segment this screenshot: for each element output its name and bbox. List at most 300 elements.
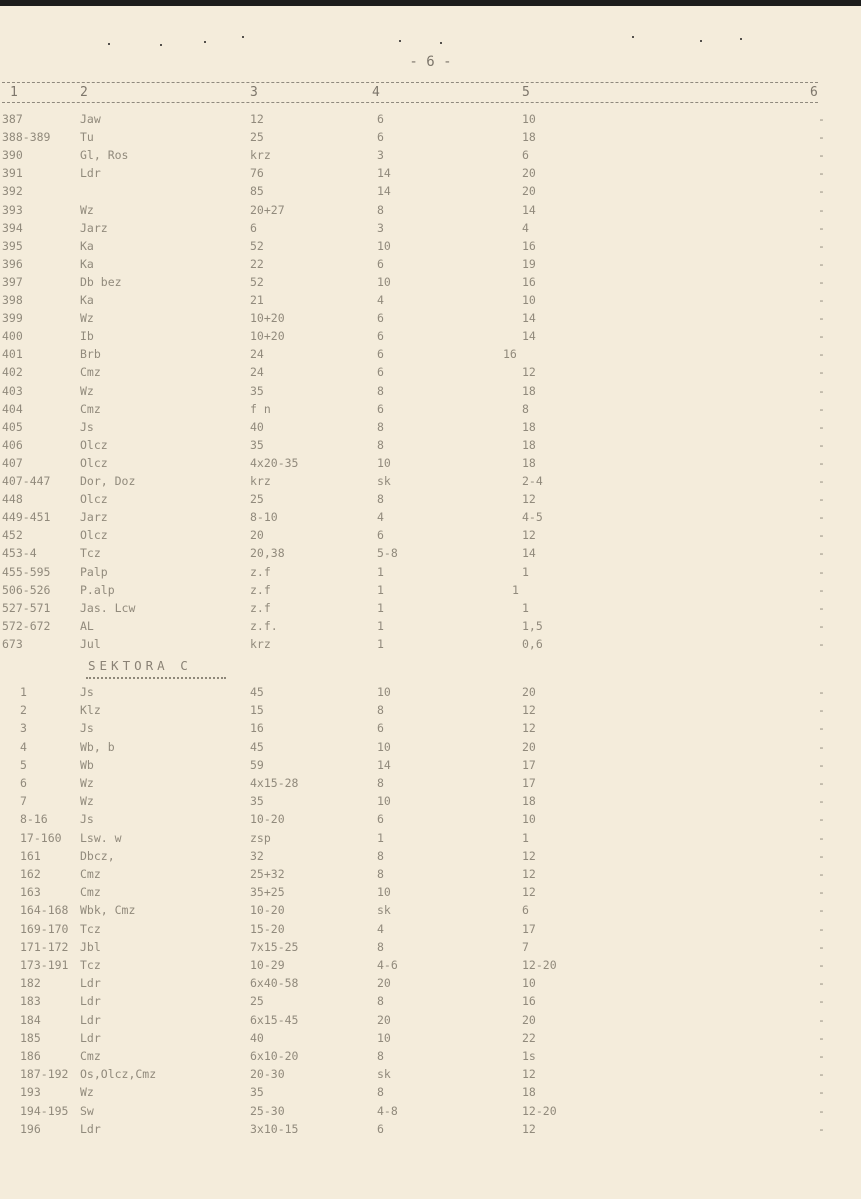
table-cell-col3: krz <box>250 148 271 163</box>
table-cell-col5: 19 <box>522 256 536 271</box>
table-cell-col6: - <box>818 739 825 754</box>
table-cell-col1: 185 <box>20 1030 41 1045</box>
table-cell-col4: 10 <box>377 794 391 809</box>
col-header-1: 1 <box>10 85 18 100</box>
table-cell-col1: 398 <box>2 293 23 307</box>
table-cell-col6: - <box>818 510 825 525</box>
table-cell-col6: - <box>818 867 825 881</box>
table-cell-col2: Dbcz, <box>80 848 115 863</box>
table-cell-col6: - <box>818 939 825 954</box>
table-cell-col4: 1 <box>377 582 384 597</box>
table-cell-col5: 17 <box>522 921 536 936</box>
table-cell-col5: 14 <box>522 546 536 561</box>
table-cell-col2: Wz <box>80 383 94 398</box>
table-cell-col4: 8 <box>377 383 384 398</box>
table-cell-col5: 12 <box>522 848 536 863</box>
table-cell-col4: 8 <box>377 202 384 217</box>
table-cell-col3: z.f <box>250 564 271 579</box>
table-cell-col6: - <box>818 202 825 217</box>
table-cell-col3: z.f <box>250 600 271 615</box>
table-cell-col5: 1 <box>522 600 529 615</box>
table-cell-col3: 35 <box>250 1085 264 1100</box>
table-cell-col4: 10 <box>377 455 391 470</box>
table-cell-col1: 393 <box>2 202 23 217</box>
table-cell-col4: 20 <box>377 976 391 991</box>
table-cell-col4: 14 <box>377 184 391 199</box>
table-cell-col5: 12 <box>522 721 536 736</box>
table-cell-col4: 8 <box>377 419 384 434</box>
table-cell-col5: 7 <box>522 939 529 954</box>
table-cell-col1: 390 <box>2 148 23 163</box>
table-cell-col5: 12 <box>522 365 536 380</box>
table-cell-col5: 1,5 <box>522 618 543 633</box>
table-cell-col2: Palp <box>80 564 108 579</box>
table-cell-col6: - <box>818 546 825 561</box>
table-cell-col3: 25 <box>250 130 264 145</box>
table-cell-col2: Tu <box>80 130 94 145</box>
table-cell-col6: - <box>818 994 825 1009</box>
table-cell-col1: 396 <box>2 256 23 271</box>
table-cell-col3: krz <box>250 474 271 488</box>
table-cell-col6: - <box>818 1067 825 1082</box>
table-cell-col3: 16 <box>250 721 264 736</box>
table-cell-col3: 7x15-25 <box>250 939 299 954</box>
table-cell-col2: Wz <box>80 311 94 326</box>
table-cell-col4: 1 <box>377 636 384 651</box>
table-cell-col4: 4 <box>377 293 384 307</box>
table-cell-col1: 17-160 <box>20 830 62 845</box>
table-cell-col2: Jarz <box>80 220 108 235</box>
table-cell-col2: Ka <box>80 256 94 271</box>
table-cell-col2: Olcz <box>80 528 108 543</box>
table-cell-col6: - <box>818 455 825 470</box>
table-cell-col6: - <box>818 721 825 736</box>
table-cell-col1: 402 <box>2 365 23 380</box>
table-cell-col1: 161 <box>20 848 41 863</box>
table-cell-col5: 20 <box>522 739 536 754</box>
table-cell-col1: 407-447 <box>2 474 51 488</box>
table-cell-col1: 453-4 <box>2 546 37 561</box>
table-cell-col6: - <box>818 166 825 181</box>
table-cell-col1: 173-191 <box>20 958 69 972</box>
table-cell-col2: Cmz <box>80 885 101 900</box>
table-cell-col3: z.f <box>250 582 271 597</box>
table-cell-col5: 22 <box>522 1030 536 1045</box>
table-cell-col2: Wb <box>80 757 94 772</box>
table-cell-col3: 52 <box>250 274 264 289</box>
header-rule-top <box>2 82 818 83</box>
table-cell-col2: Dor, Doz <box>80 474 136 488</box>
table-cell-col3: 40 <box>250 1030 264 1045</box>
table-cell-col3: 15 <box>250 703 264 718</box>
table-cell-col6: - <box>818 848 825 863</box>
table-cell-col5: 18 <box>522 130 536 145</box>
table-cell-col4: sk <box>377 1067 391 1082</box>
table-cell-col4: 6 <box>377 347 384 362</box>
paper-speck <box>204 41 206 43</box>
table-cell-col6: - <box>818 776 825 790</box>
table-cell-col4: 6 <box>377 1121 384 1136</box>
table-cell-col6: - <box>818 1049 825 1063</box>
table-cell-col4: 10 <box>377 685 391 699</box>
paper-speck <box>440 42 442 44</box>
table-cell-col6: - <box>818 492 825 507</box>
table-cell-col5: 2-4 <box>522 474 543 488</box>
table-cell-col6: - <box>818 1103 825 1118</box>
table-cell-col1: 455-595 <box>2 564 51 579</box>
table-cell-col5: 1s <box>522 1049 536 1063</box>
table-cell-col3: 32 <box>250 848 264 863</box>
table-cell-col6: - <box>818 812 825 827</box>
table-cell-col4: 8 <box>377 867 384 881</box>
table-cell-col3: 10-29 <box>250 958 285 972</box>
table-cell-col2: Olcz <box>80 437 108 452</box>
table-cell-col5: 17 <box>522 776 536 790</box>
table-cell-col1: 163 <box>20 885 41 900</box>
table-cell-col6: - <box>818 347 825 362</box>
table-cell-col4: 6 <box>377 365 384 380</box>
table-cell-col6: - <box>818 830 825 845</box>
table-cell-col1: 401 <box>2 347 23 362</box>
table-cell-col1: 448 <box>2 492 23 507</box>
table-cell-col2: Os,Olcz,Cmz <box>80 1067 157 1082</box>
table-cell-col3: 10+20 <box>250 329 285 344</box>
table-cell-col2: Ldr <box>80 166 101 181</box>
table-cell-col5: 20 <box>522 166 536 181</box>
top-edge-bar <box>0 0 861 6</box>
table-cell-col6: - <box>818 112 825 126</box>
table-cell-col2: Jarz <box>80 510 108 525</box>
table-cell-col1: 4 <box>20 739 27 754</box>
table-cell-col6: - <box>818 600 825 615</box>
table-cell-col5: 18 <box>522 419 536 434</box>
table-cell-col1: 7 <box>20 794 27 809</box>
table-cell-col5: 1 <box>522 830 529 845</box>
table-cell-col2: Olcz <box>80 492 108 507</box>
table-cell-col3: 6x10-20 <box>250 1049 299 1063</box>
table-cell-col5: 20 <box>522 685 536 699</box>
table-cell-col3: 45 <box>250 685 264 699</box>
table-cell-col3: 4x20-35 <box>250 455 299 470</box>
table-cell-col2: Ldr <box>80 976 101 991</box>
table-cell-col4: 6 <box>377 528 384 543</box>
table-cell-col1: 407 <box>2 455 23 470</box>
table-cell-col2: Ldr <box>80 1030 101 1045</box>
table-cell-col3: z.f. <box>250 618 278 633</box>
table-cell-col1: 2 <box>20 703 27 718</box>
table-cell-col5: 14 <box>522 311 536 326</box>
table-cell-col1: 399 <box>2 311 23 326</box>
paper-speck <box>242 36 244 38</box>
table-cell-col3: 10-20 <box>250 812 285 827</box>
table-cell-col4: 4 <box>377 921 384 936</box>
table-cell-col5: 6 <box>522 903 529 918</box>
table-cell-col5: 14 <box>522 202 536 217</box>
table-cell-col4: 14 <box>377 757 391 772</box>
table-cell-col2: Ldr <box>80 994 101 1009</box>
table-cell-col4: 1 <box>377 564 384 579</box>
table-cell-col3: 25 <box>250 492 264 507</box>
table-cell-col3: 6 <box>250 220 257 235</box>
table-cell-col5: 14 <box>522 329 536 344</box>
table-cell-col2: Jaw <box>80 112 101 126</box>
table-cell-col6: - <box>818 274 825 289</box>
table-cell-col2: Cmz <box>80 365 101 380</box>
table-cell-col2: Wbk, Cmz <box>80 903 136 918</box>
table-cell-col3: 45 <box>250 739 264 754</box>
section-heading: SEKTORA C <box>88 658 192 673</box>
table-cell-col2: Wz <box>80 202 94 217</box>
table-cell-col6: - <box>818 976 825 991</box>
table-cell-col2: Ldr <box>80 1012 101 1027</box>
table-cell-col3: 3x10-15 <box>250 1121 299 1136</box>
table-cell-col2: AL <box>80 618 94 633</box>
table-cell-col3: 25 <box>250 994 264 1009</box>
table-cell-col6: - <box>818 437 825 452</box>
table-cell-col1: 187-192 <box>20 1067 69 1082</box>
table-cell-col3: 10-20 <box>250 903 285 918</box>
table-cell-col4: 8 <box>377 1085 384 1100</box>
table-cell-col6: - <box>818 383 825 398</box>
table-cell-col1: 182 <box>20 976 41 991</box>
table-cell-col6: - <box>818 618 825 633</box>
table-cell-col5: 20 <box>522 184 536 199</box>
table-cell-col5: 20 <box>522 1012 536 1027</box>
table-cell-col1: 388-389 <box>2 130 51 145</box>
table-cell-col6: - <box>818 238 825 253</box>
table-cell-col2: Jul <box>80 636 101 651</box>
table-cell-col1: 387 <box>2 112 23 126</box>
table-cell-col1: 184 <box>20 1012 41 1027</box>
table-cell-col4: 10 <box>377 885 391 900</box>
table-cell-col2: Olcz <box>80 455 108 470</box>
table-cell-col4: 6 <box>377 112 384 126</box>
table-cell-col6: - <box>818 1030 825 1045</box>
table-cell-col1: 406 <box>2 437 23 452</box>
table-cell-col1: 194-195 <box>20 1103 69 1118</box>
table-cell-col4: 3 <box>377 220 384 235</box>
col-header-4: 4 <box>372 85 380 100</box>
table-cell-col2: Cmz <box>80 401 101 416</box>
table-cell-col3: 24 <box>250 365 264 380</box>
table-cell-col6: - <box>818 958 825 972</box>
table-cell-col3: 20 <box>250 528 264 543</box>
table-cell-col3: 8-10 <box>250 510 278 525</box>
table-cell-col6: - <box>818 921 825 936</box>
table-cell-col2: Ka <box>80 293 94 307</box>
table-cell-col4: 8 <box>377 776 384 790</box>
paper-speck <box>700 40 702 42</box>
table-cell-col4: sk <box>377 474 391 488</box>
table-cell-col3: 6x40-58 <box>250 976 299 991</box>
table-cell-col1: 404 <box>2 401 23 416</box>
table-cell-col3: 25-30 <box>250 1103 285 1118</box>
table-cell-col1: 186 <box>20 1049 41 1063</box>
table-cell-col2: Tcz <box>80 921 101 936</box>
table-cell-col5: 18 <box>522 437 536 452</box>
table-cell-col5: 16 <box>503 347 517 362</box>
paper-speck <box>108 43 110 45</box>
table-cell-col4: 6 <box>377 256 384 271</box>
table-cell-col1: 572-672 <box>2 618 51 633</box>
table-cell-col4: 5-8 <box>377 546 398 561</box>
table-cell-col2: Brb <box>80 347 101 362</box>
table-cell-col6: - <box>818 1012 825 1027</box>
table-cell-col1: 395 <box>2 238 23 253</box>
table-cell-col3: 15-20 <box>250 921 285 936</box>
table-cell-col4: 8 <box>377 437 384 452</box>
header-rule-bottom <box>2 102 818 103</box>
table-cell-col5: 12 <box>522 492 536 507</box>
table-cell-col6: - <box>818 757 825 772</box>
table-cell-col4: 6 <box>377 812 384 827</box>
table-cell-col4: 8 <box>377 1049 384 1063</box>
table-cell-col2: Js <box>80 721 94 736</box>
table-cell-col5: 10 <box>522 976 536 991</box>
table-cell-col4: 20 <box>377 1012 391 1027</box>
table-cell-col5: 8 <box>522 401 529 416</box>
table-cell-col5: 12-20 <box>522 1103 557 1118</box>
table-cell-col5: 12 <box>522 1067 536 1082</box>
table-cell-col5: 10 <box>522 112 536 126</box>
table-cell-col6: - <box>818 329 825 344</box>
table-cell-col2: Gl, Ros <box>80 148 129 163</box>
table-cell-col4: 4 <box>377 510 384 525</box>
table-cell-col5: 12 <box>522 885 536 900</box>
table-cell-col3: 22 <box>250 256 264 271</box>
table-cell-col6: - <box>818 311 825 326</box>
table-cell-col2: Tcz <box>80 546 101 561</box>
table-cell-col4: 3 <box>377 148 384 163</box>
table-cell-col6: - <box>818 419 825 434</box>
table-cell-col1: 183 <box>20 994 41 1009</box>
table-cell-col2: Sw <box>80 1103 94 1118</box>
table-cell-col2: Ib <box>80 329 94 344</box>
col-header-5: 5 <box>522 85 530 100</box>
table-cell-col4: 1 <box>377 830 384 845</box>
table-cell-col1: 405 <box>2 419 23 434</box>
table-cell-col4: 8 <box>377 994 384 1009</box>
page-number: - 6 - <box>409 54 452 70</box>
table-cell-col4: 10 <box>377 739 391 754</box>
table-cell-col2: Ldr <box>80 1121 101 1136</box>
table-cell-col6: - <box>818 1085 825 1100</box>
table-cell-col4: 6 <box>377 311 384 326</box>
table-cell-col1: 193 <box>20 1085 41 1100</box>
table-cell-col5: 18 <box>522 1085 536 1100</box>
table-cell-col1: 169-170 <box>20 921 69 936</box>
table-cell-col3: 35+25 <box>250 885 285 900</box>
table-cell-col3: 12 <box>250 112 264 126</box>
table-cell-col1: 196 <box>20 1121 41 1136</box>
table-cell-col2: Wb, b <box>80 739 115 754</box>
table-cell-col3: 20+27 <box>250 202 285 217</box>
table-cell-col6: - <box>818 885 825 900</box>
col-header-6: 6 <box>810 85 818 100</box>
section-underline <box>86 677 226 679</box>
table-cell-col2: Cmz <box>80 1049 101 1063</box>
table-cell-col3: zsp <box>250 830 271 845</box>
table-cell-col3: 52 <box>250 238 264 253</box>
table-cell-col3: krz <box>250 636 271 651</box>
table-cell-col3: 35 <box>250 437 264 452</box>
table-cell-col1: 392 <box>2 184 23 199</box>
table-cell-col2: Js <box>80 419 94 434</box>
table-cell-col1: 397 <box>2 274 23 289</box>
table-cell-col5: 12 <box>522 1121 536 1136</box>
table-cell-col1: 673 <box>2 636 23 651</box>
table-cell-col3: 10+20 <box>250 311 285 326</box>
table-cell-col6: - <box>818 1121 825 1136</box>
table-cell-col4: 10 <box>377 238 391 253</box>
table-cell-col6: - <box>818 528 825 543</box>
table-cell-col3: 20,38 <box>250 546 285 561</box>
table-cell-col4: 8 <box>377 848 384 863</box>
table-cell-col2: Tcz <box>80 958 101 972</box>
table-cell-col6: - <box>818 365 825 380</box>
table-cell-col3: 20-30 <box>250 1067 285 1082</box>
paper-speck <box>160 44 162 46</box>
table-cell-col1: 400 <box>2 329 23 344</box>
table-cell-col5: 1 <box>522 564 529 579</box>
table-cell-col4: 6 <box>377 401 384 416</box>
table-cell-col3: 25+32 <box>250 867 285 881</box>
table-cell-col4: 1 <box>377 618 384 633</box>
table-cell-col2: Klz <box>80 703 101 718</box>
table-cell-col6: - <box>818 148 825 163</box>
table-cell-col5: 12 <box>522 867 536 881</box>
table-cell-col2: Jbl <box>80 939 101 954</box>
table-cell-col5: 4 <box>522 220 529 235</box>
table-cell-col1: 506-526 <box>2 582 51 597</box>
table-cell-col2: Ka <box>80 238 94 253</box>
table-cell-col5: 4-5 <box>522 510 543 525</box>
table-cell-col3: 40 <box>250 419 264 434</box>
table-cell-col5: 12-20 <box>522 958 557 972</box>
table-cell-col5: 16 <box>522 238 536 253</box>
table-cell-col1: 403 <box>2 383 23 398</box>
table-cell-col5: 10 <box>522 812 536 827</box>
table-cell-col1: 394 <box>2 220 23 235</box>
table-cell-col2: P.alp <box>80 582 115 597</box>
table-cell-col6: - <box>818 703 825 718</box>
table-cell-col1: 8-16 <box>20 812 48 827</box>
table-cell-col5: 17 <box>522 757 536 772</box>
table-cell-col4: 10 <box>377 1030 391 1045</box>
table-cell-col5: 10 <box>522 293 536 307</box>
table-cell-col5: 12 <box>522 703 536 718</box>
table-cell-col4: 8 <box>377 939 384 954</box>
table-cell-col2: Wz <box>80 776 94 790</box>
table-cell-col1: 3 <box>20 721 27 736</box>
table-cell-col5: 1 <box>512 582 519 597</box>
table-cell-col3: 21 <box>250 293 264 307</box>
table-cell-col5: 16 <box>522 994 536 1009</box>
paper-speck <box>740 38 742 40</box>
table-cell-col5: 18 <box>522 455 536 470</box>
table-cell-col1: 6 <box>20 776 27 790</box>
table-cell-col3: 76 <box>250 166 264 181</box>
table-cell-col5: 12 <box>522 528 536 543</box>
table-row <box>0 1122 861 1144</box>
table-cell-col2: Jas. Lcw <box>80 600 136 615</box>
table-cell-col6: - <box>818 474 825 488</box>
table-cell-col2: Wz <box>80 1085 94 1100</box>
table-cell-col4: 6 <box>377 130 384 145</box>
paper-speck <box>632 36 634 38</box>
table-cell-col2: Js <box>80 812 94 827</box>
table-cell-col4: 8 <box>377 703 384 718</box>
